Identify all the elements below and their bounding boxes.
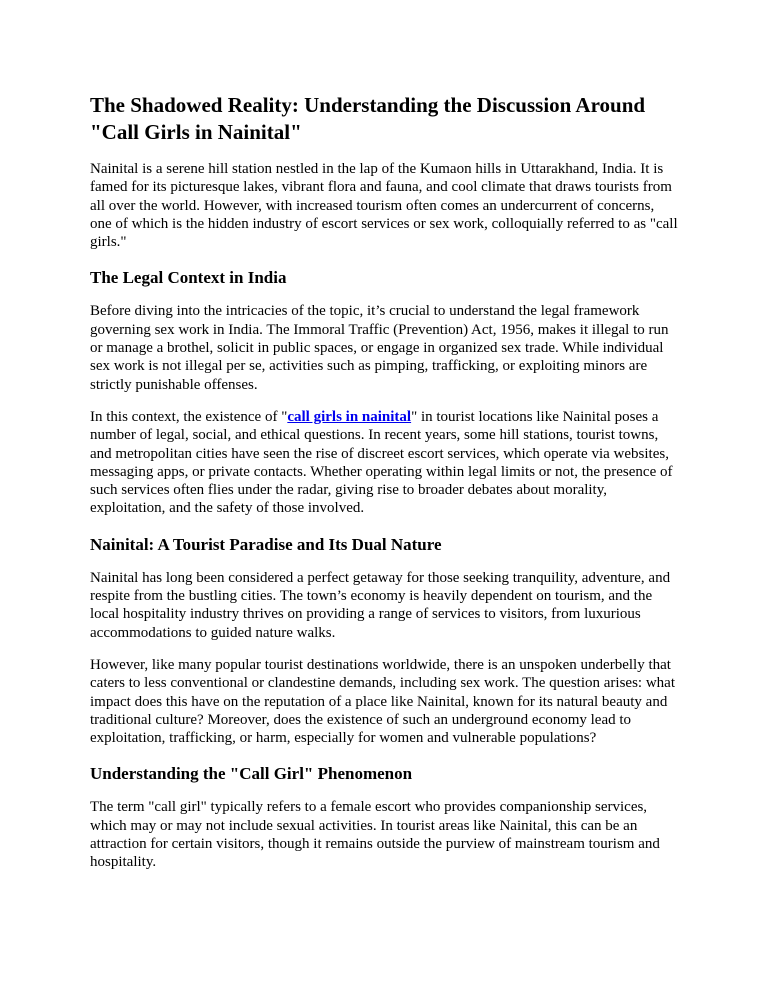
link-paragraph-before: In this context, the existence of " xyxy=(90,408,288,425)
paragraph-with-link xyxy=(90,408,678,518)
section-heading-call-girl-phenomenon: Understanding the "Call Girl" Phenomenon xyxy=(90,764,413,784)
paragraph-unspoken-underbelly: However, like many popular tourist destinations worldwide, there is an unspoken underbelly that caters to less conventional or clandestine demands, including sex work. The question arises: what impact does this have on the reputation of a place like Nainital, known for its natural beauty and traditional culture? Moreover, does the existence of such an underground economy lead to exploitation, trafficking, or harm, especially for women and vulnerable populations? xyxy=(90,656,675,747)
paragraph-legal-framework: Before diving into the intricacies of the topic, it’s crucial to understand the legal framework governing sex work in India. The Immoral Traffic (Prevention) Act, 1956, makes it illegal to run or manage a brothel, solicit in public spaces, or engage in organized sex trade. While individual sex work is not illegal per se, activities such as pimping, trafficking, or exploiting minors are strictly punishable offenses. xyxy=(90,303,669,393)
section-heading-legal-context: The Legal Context in India xyxy=(90,268,287,288)
link-paragraph-after: " in tourist locations like Nainital poses a number of legal, social, and ethical questions. In recent years, some hill stations, tourist towns, and metropolitan cities have seen the rise of discreet escort services, which operate via websites, messaging apps, or private contacts. Whether operating within legal limits or not, the presence of such services often flies under the radar, giving rise to broader debates about morality, exploitation, and the safety of those involved. xyxy=(90,408,673,517)
document-title: The Shadowed Reality: Understanding the Discussion Around "Call Girls in Nainital" xyxy=(90,93,646,144)
intro-paragraph: Nainital is a serene hill station nestled in the lap of the Kumaon hills in Uttarakhand, India. It is famed for its picturesque lakes, vibrant flora and fauna, and cool climate that draws tourists from all over the world. However, with increased tourism often comes an undercurrent of concerns, one of which is the hidden industry of escort services or sex work, colloquially referred to as "call girls." xyxy=(90,161,678,251)
call-girls-in-nainital-link[interactable]: call girls in nainital xyxy=(287,408,412,425)
paragraph-call-girl-definition: The term "call girl" typically refers to a female escort who provides companionship services, which may or may not include sexual activities. In tourist areas like Nainital, this can be an attraction for certain visitors, though it remains outside the purview of mainstream tourism and hospitality. xyxy=(90,799,660,871)
section-heading-tourist-paradise: Nainital: A Tourist Paradise and Its Dual Nature xyxy=(90,534,442,554)
paragraph-tourist-getaway: Nainital has long been considered a perfect getaway for those seeking tranquility, adventure, and respite from the bustling cities. The town’s economy is heavily dependent on tourism, and the local hospitality industry thrives on providing a range of services to visitors, from luxurious accommodations to guided nature walks. xyxy=(90,569,671,641)
